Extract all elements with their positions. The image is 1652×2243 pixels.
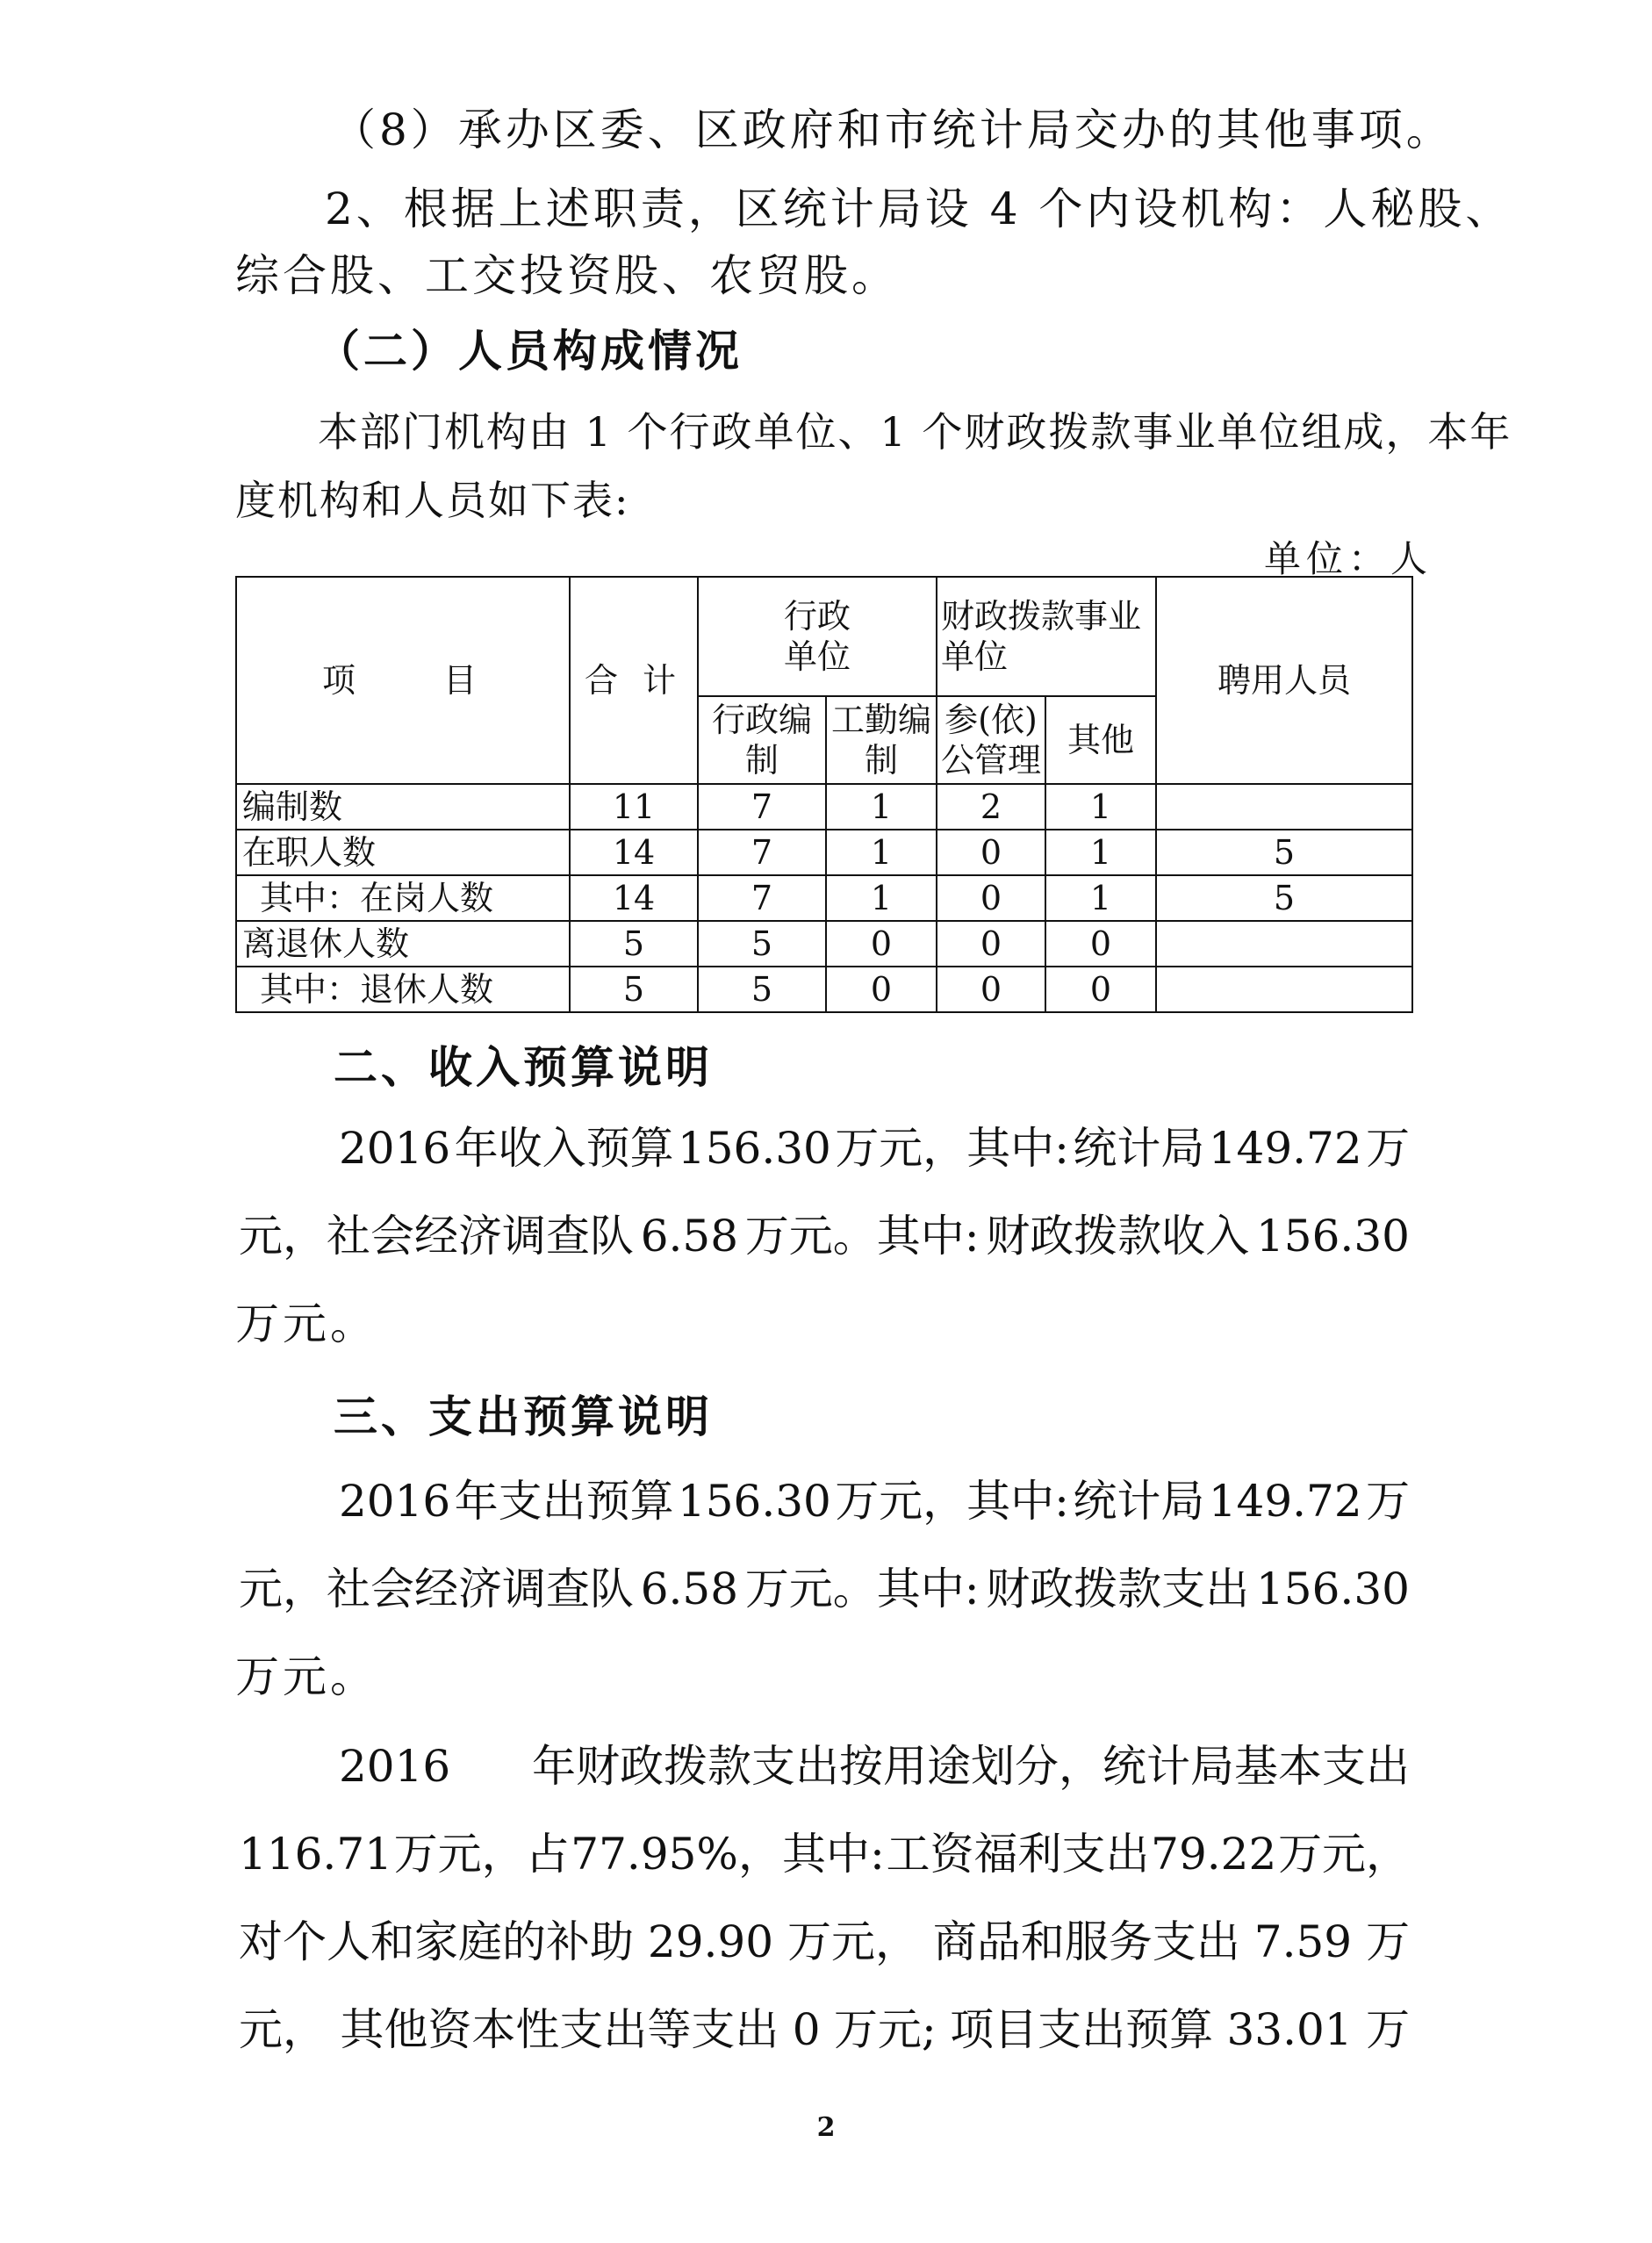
text-span: 156.30 xyxy=(1256,1211,1410,1262)
cell-other: 0 xyxy=(1045,967,1156,1012)
text-span: 149.72 xyxy=(1208,1123,1362,1174)
expense-line-3: 万元。 xyxy=(235,1651,377,1702)
section-heading-expense: 三、支出预算说明 xyxy=(334,1391,713,1442)
cell-other: 0 xyxy=(1045,921,1156,967)
page-number: 2 xyxy=(816,2112,836,2143)
cell-other: 1 xyxy=(1045,875,1156,921)
text-span: 万元; xyxy=(833,2004,937,2055)
table-row xyxy=(236,830,1412,875)
header-admin-staff: 行政编 制 xyxy=(698,696,826,784)
cell-admin: 7 xyxy=(698,875,826,921)
cell-worker: 0 xyxy=(826,921,937,967)
text-span: 156.30 xyxy=(677,1123,831,1174)
text-span: 2016 xyxy=(339,1476,451,1527)
cell-total: 5 xyxy=(570,921,698,967)
text-span: 元，社会经济调查队 xyxy=(239,1211,634,1262)
text-span: 116.71 xyxy=(239,1829,392,1880)
income-line-3: 万元。 xyxy=(235,1298,377,1349)
cell-worker: 1 xyxy=(826,875,937,921)
text-span: 财政拨款收入 xyxy=(986,1211,1250,1262)
text-span: 万 xyxy=(1366,1916,1410,1967)
text-span: 工资福利支出 xyxy=(886,1829,1150,1880)
text-span: 万元。其中: xyxy=(744,1564,980,1614)
text-span: 商品和服务支出 xyxy=(932,1916,1240,1967)
cell-hired xyxy=(1156,967,1412,1012)
paragraph-departments-line1: 2、根据上述职责，区统计局设 4 个内设机构：人秘股、 xyxy=(325,183,1513,234)
income-line-1 xyxy=(339,1122,1410,1175)
text-span: 156.30 xyxy=(677,1476,831,1527)
cell-hired: 5 xyxy=(1156,875,1412,921)
text-span: 33.01 xyxy=(1226,2004,1353,2055)
text-span: 万元，占 xyxy=(393,1829,570,1880)
usage-line-1 xyxy=(339,1740,1410,1793)
table-row xyxy=(236,875,1412,921)
header-item: 项 目 xyxy=(236,577,570,784)
cell-civil: 0 xyxy=(937,921,1045,967)
text-span: 万 xyxy=(1365,2004,1410,2055)
paragraph-departments-line2: 综合股、工交投资股、农贸股。 xyxy=(235,250,899,301)
header-hired: 聘用人员 xyxy=(1156,577,1412,784)
text-span: 2016 xyxy=(339,1123,451,1174)
text-span: 万 xyxy=(1365,1476,1410,1527)
header-finance-unit: 财政拨款事业 单位 xyxy=(937,577,1156,696)
cell-total: 14 xyxy=(570,830,698,875)
cell-civil: 0 xyxy=(937,830,1045,875)
income-line-2 xyxy=(239,1210,1410,1262)
cell-civil: 0 xyxy=(937,875,1045,921)
row-label: 离退休人数 xyxy=(236,921,570,967)
text-span: 万元，其中: xyxy=(835,1476,1070,1527)
cell-admin: 5 xyxy=(698,921,826,967)
cell-admin: 7 xyxy=(698,784,826,830)
text-span: 对个人和家庭的补助 xyxy=(239,1916,634,1967)
text-span: 万元， xyxy=(1277,1829,1410,1880)
text-span: 6.58 xyxy=(640,1564,739,1614)
row-label: 其中：退休人数 xyxy=(236,967,570,1012)
text-span: 其他资本性支出等支出 xyxy=(340,2004,779,2055)
cell-total: 5 xyxy=(570,967,698,1012)
header-worker-staff: 工勤编 制 xyxy=(826,696,937,784)
row-label: 在职人数 xyxy=(236,830,570,875)
header-other: 其他 xyxy=(1045,696,1156,784)
cell-worker: 1 xyxy=(826,830,937,875)
text-span: 149.72 xyxy=(1208,1476,1362,1527)
paragraph-units-line2: 度机构和人员如下表: xyxy=(235,477,630,524)
usage-line-3 xyxy=(239,1916,1410,1968)
cell-hired xyxy=(1156,921,1412,967)
cell-hired xyxy=(1156,784,1412,830)
text-span: 万元。其中: xyxy=(744,1211,980,1262)
cell-other: 1 xyxy=(1045,830,1156,875)
cell-hired: 5 xyxy=(1156,830,1412,875)
text-span: 万元， xyxy=(786,1916,919,1967)
text-span: 2016 xyxy=(339,1741,451,1792)
cell-worker: 0 xyxy=(826,967,937,1012)
table-row xyxy=(236,784,1412,830)
text-span: 年支出预算 xyxy=(454,1476,674,1527)
text-span: 统计局 xyxy=(1073,1123,1205,1174)
cell-civil: 0 xyxy=(937,967,1045,1012)
header-total: 合 计 xyxy=(570,577,698,784)
cell-civil: 2 xyxy=(937,784,1045,830)
text-span: 元，社会经济调查队 xyxy=(239,1564,634,1614)
table-unit-label: 单位：人 xyxy=(1264,537,1433,580)
text-span: 6.58 xyxy=(640,1211,739,1262)
cell-admin: 5 xyxy=(698,967,826,1012)
section-heading-income: 二、收入预算说明 xyxy=(334,1041,713,1093)
text-span: 年收入预算 xyxy=(454,1123,674,1174)
text-span: 77.95%，其中: xyxy=(571,1829,885,1880)
section-heading-staff: （二）人员构成情况 xyxy=(316,325,743,377)
cell-other: 1 xyxy=(1045,784,1156,830)
header-admin-unit: 行政 单位 xyxy=(698,577,937,696)
text-span: 万 xyxy=(1365,1123,1410,1174)
text-span: 统计局 xyxy=(1073,1476,1205,1527)
text-span: 年财政拨款支出按用途划分，统计局基本支出 xyxy=(532,1741,1410,1792)
header-civil-mgmt: 参(依) 公管理 xyxy=(937,696,1045,784)
table-row xyxy=(236,967,1412,1012)
cell-total: 14 xyxy=(570,875,698,921)
text-span: 79.22 xyxy=(1151,1829,1277,1880)
text-span: 财政拨款支出 xyxy=(986,1564,1250,1614)
text-span: 0 xyxy=(792,2004,821,2055)
text-span: 156.30 xyxy=(1256,1564,1410,1614)
cell-worker: 1 xyxy=(826,784,937,830)
usage-line-4 xyxy=(239,2003,1410,2056)
cell-total: 11 xyxy=(570,784,698,830)
paragraph-units-line1: 本部门机构由 1 个行政单位、1 个财政拨款事业单位组成，本年 xyxy=(318,408,1512,456)
table-row xyxy=(236,921,1412,967)
text-span: 项目支出预算 xyxy=(950,2004,1214,2055)
cell-admin: 7 xyxy=(698,830,826,875)
row-label: 其中：在岗人数 xyxy=(236,875,570,921)
text-span: 万元，其中: xyxy=(835,1123,1070,1174)
text-span: 元， xyxy=(239,2004,327,2055)
row-label: 编制数 xyxy=(236,784,570,830)
expense-line-1 xyxy=(339,1475,1410,1528)
text-span: 7.59 xyxy=(1253,1916,1353,1967)
usage-line-2 xyxy=(239,1828,1410,1880)
text-span: 29.90 xyxy=(647,1916,774,1967)
paragraph-other-duties: （8）承办区委、区政府和市统计局交办的其他事项。 xyxy=(332,104,1454,155)
staff-table xyxy=(235,576,1413,1013)
expense-line-2 xyxy=(239,1563,1410,1615)
